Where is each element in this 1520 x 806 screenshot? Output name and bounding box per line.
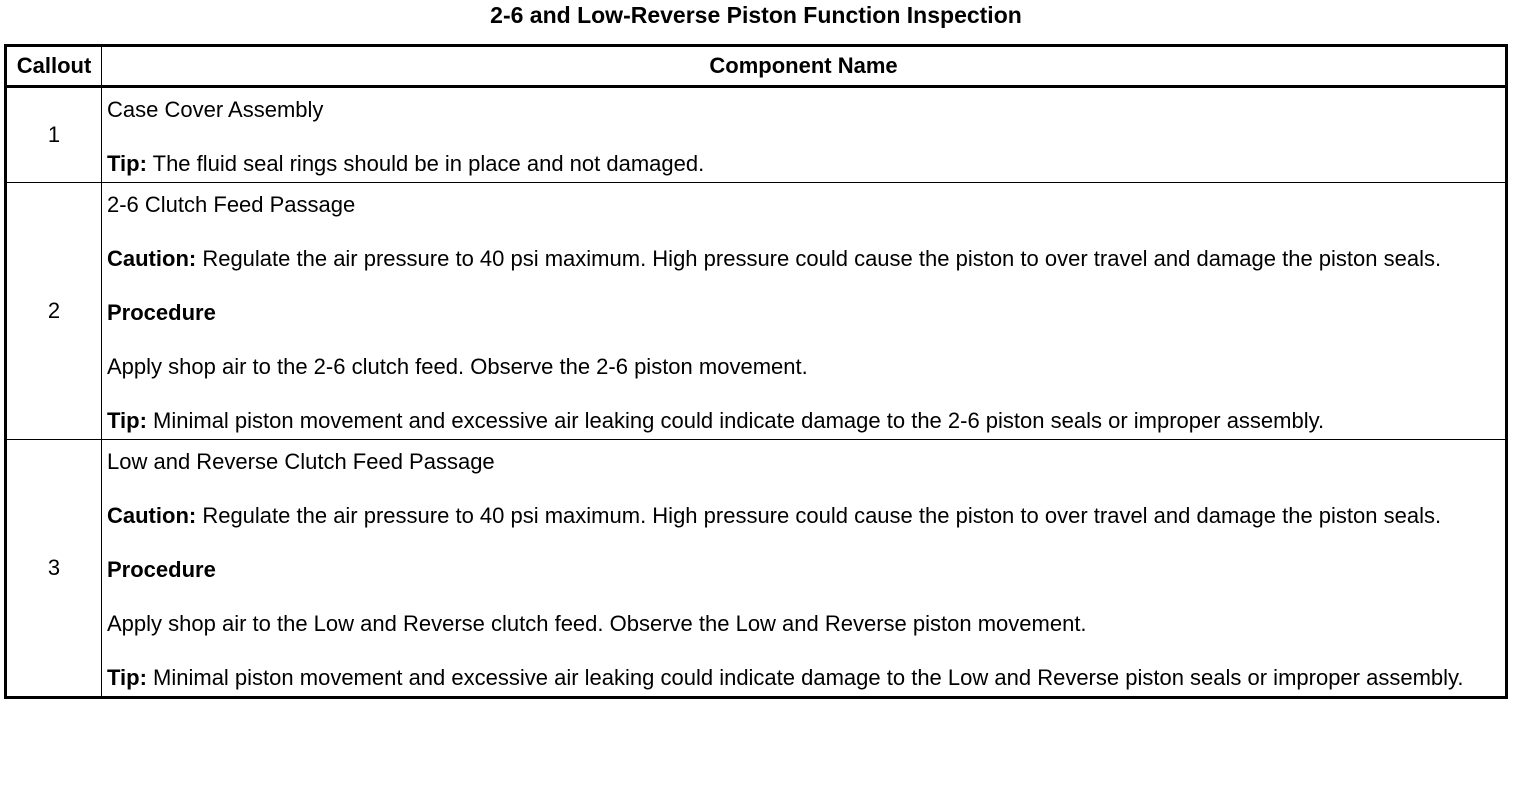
callout-column-header: Callout [6,46,102,87]
caution-label: Caution: [107,503,197,528]
tip-label: Tip: [107,408,147,433]
component-name: 2-6 Clutch Feed Passage [107,192,356,217]
page-title: 2-6 and Low-Reverse Piston Function Inspection [490,2,1022,28]
component-name: Case Cover Assembly [107,97,324,122]
component-cell [102,87,1507,183]
tip-note [107,149,1495,179]
tip-text: Minimal piston movement and excessive air leaking could indicate damage to the Low and Reverse piston seals or improper assembly. [146,665,1464,690]
tip-label: Tip: [107,665,147,690]
procedure-text: Apply shop air to the Low and Reverse clutch feed. Observe the Low and Reverse piston movement. [107,611,1087,636]
caution-text: Regulate the air pressure to 40 psi maximum. High pressure could cause the piston to over travel and damage the piston seals. [196,503,1442,528]
tip-note [107,663,1495,693]
component-cell [102,440,1507,698]
component-table [4,44,1508,699]
table-row [6,183,1507,440]
procedure-heading: Procedure [107,557,216,582]
component-name-column-header: Component Name [102,46,1507,87]
caution-note [107,501,1495,531]
component-name: Low and Reverse Clutch Feed Passage [107,449,495,474]
caution-label: Caution: [107,246,197,271]
callout-number: 1 [6,87,102,183]
procedure-heading: Procedure [107,300,216,325]
tip-label: Tip: [107,151,147,176]
callout-number: 3 [6,440,102,698]
table-row [6,440,1507,698]
table-header-row [6,46,1507,87]
table-row [6,87,1507,183]
procedure-text: Apply shop air to the 2-6 clutch feed. Observe the 2-6 piston movement. [107,354,808,379]
callout-number: 2 [6,183,102,440]
tip-text: Minimal piston movement and excessive air leaking could indicate damage to the 2-6 piston seals or improper assembly. [146,408,1325,433]
tip-text: The fluid seal rings should be in place and not damaged. [146,151,705,176]
component-cell [102,183,1507,440]
tip-note [107,406,1495,436]
caution-text: Regulate the air pressure to 40 psi maximum. High pressure could cause the piston to over travel and damage the piston seals. [196,246,1442,271]
caution-note [107,244,1495,274]
